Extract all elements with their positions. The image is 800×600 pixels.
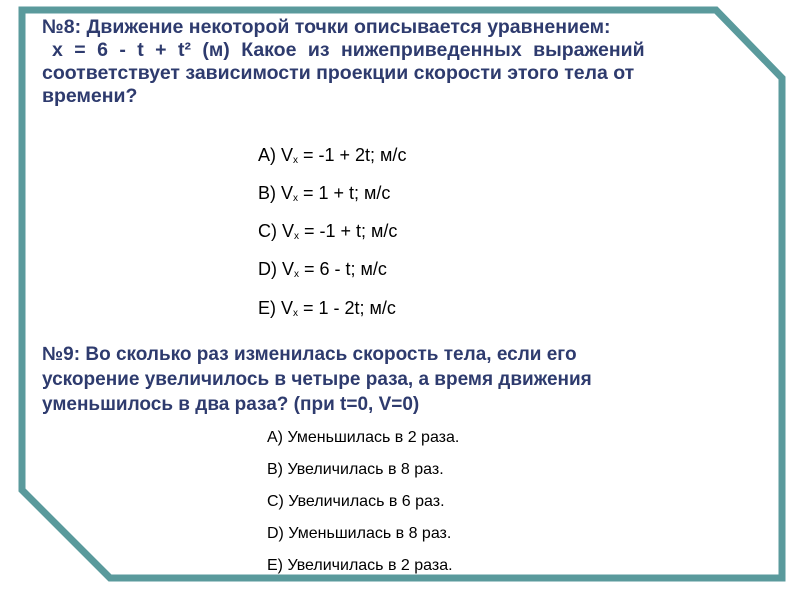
q9-line-2: ускорение увеличилось в четыре раза, а время движения [42, 369, 592, 390]
q8-option-e [258, 298, 396, 319]
q9-line-3: уменьшилось в два раза? (при t=0, V=0) [42, 394, 420, 415]
q8-option-c [258, 221, 397, 242]
q8-option-b-sub: x [293, 193, 299, 204]
q8-option-e-sub: x [293, 308, 299, 319]
q9-option-b: B) Увеличилась в 8 раз. [267, 461, 444, 478]
q9-line-1: №9: Во сколько раз изменилась скорость тела, если его [42, 344, 577, 365]
q8-option-a-prefix: A) V [258, 145, 294, 165]
q8-option-a-sub: x [293, 155, 299, 166]
q8-option-d-sub: x [294, 269, 299, 280]
q8-line-2: x = 6 - t + t² (м) Какое из нижеприведенных выражений [52, 39, 645, 61]
q9-option-d: D) Уменьшилась в 8 раз. [267, 525, 452, 542]
q8-line-4: времени? [42, 85, 138, 107]
q8-option-c-prefix: C) V [258, 221, 294, 241]
q8-option-b-rest: = 1 + t; м/с [298, 183, 391, 203]
q8-option-a-rest: = -1 + 2t; м/с [298, 145, 407, 165]
q8-option-a [258, 145, 406, 166]
q8-option-d [258, 259, 387, 280]
q8-option-b [258, 183, 390, 204]
q8-option-e-rest: = 1 - 2t; м/с [298, 298, 396, 318]
question-9 [42, 342, 722, 417]
q9-option-c: C) Увеличилась в 6 раз. [267, 493, 445, 510]
q8-line-3: соответствует зависимости проекции скорости этого тела от [42, 62, 635, 84]
q8-option-d-rest: = 6 - t; м/с [299, 259, 387, 279]
q8-option-c-rest: = -1 + t; м/с [299, 221, 398, 241]
q8-line-1: №8: Движение некоторой точки описывается уравнением: [42, 16, 611, 38]
question-8 [42, 16, 722, 108]
q8-option-e-prefix: E) V [258, 298, 294, 318]
q8-option-b-prefix: B) V [258, 183, 294, 203]
q9-option-a: A) Уменьшилась в 2 раза. [267, 429, 460, 446]
q8-option-c-sub: x [294, 231, 299, 242]
q9-option-e: E) Увеличилась в 2 раза. [267, 557, 453, 574]
q8-option-d-prefix: D) V [258, 259, 294, 279]
